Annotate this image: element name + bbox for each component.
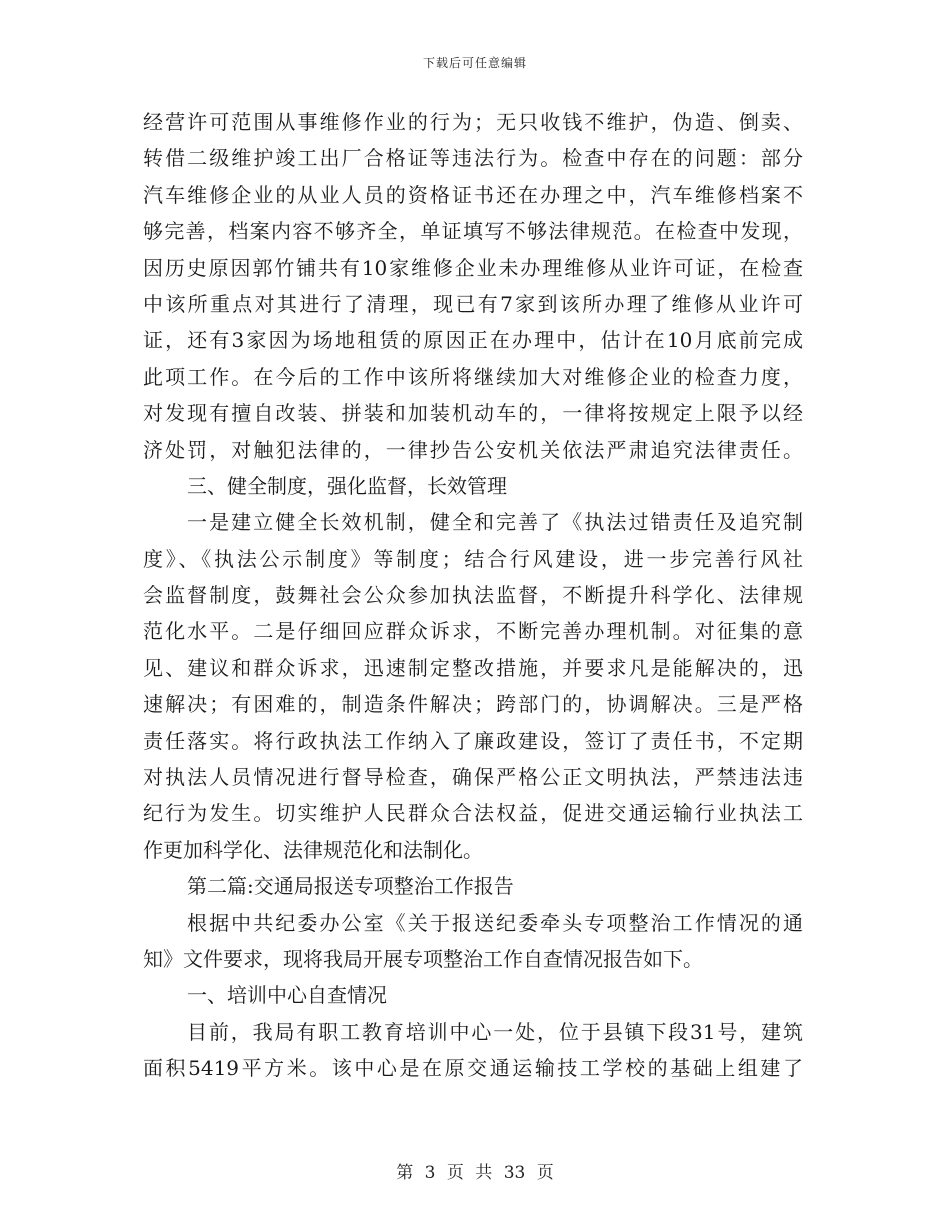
text-line: 对执法人员情况进行督导检查，确保严格公正文明执法，严禁违法违 — [143, 765, 803, 790]
text-line: 速解决；有困难的，制造条件解决；跨部门的，协调解决。三是严格 — [143, 692, 803, 717]
document-body — [143, 104, 803, 1087]
text-line: 范化水平。二是仔细回应群众诉求，不断完善办理机制。对征集的意 — [143, 619, 803, 644]
text-line: 面积5419平方米。该中心是在原交通运输技工学校的基础上组建了 — [143, 1056, 803, 1081]
paragraph — [143, 104, 803, 468]
text-line: 目前，我局有职工教育培训中心一处，位于县镇下段31号，建筑 — [187, 1019, 803, 1044]
text-line: 一是建立健全长效机制，健全和完善了《执法过错责任及追究制 — [187, 510, 803, 535]
text-line: 济处罚，对触犯法律的，一律抄告公安机关依法严肃追究法律责任。 — [143, 437, 803, 462]
text-line: 此项工作。在今后的工作中该所将继续加大对维修企业的检查力度， — [143, 364, 803, 389]
text-line: 三、健全制度，强化监督，长效管理 — [187, 473, 507, 498]
paragraph — [143, 905, 803, 978]
text-line: 对发现有擅自改装、拼装和加装机动车的，一律将按规定上限予以经 — [143, 401, 803, 426]
page-number: 第 3 页 共 33 页 — [396, 1163, 554, 1183]
text-line: 中该所重点对其进行了清理，现已有7家到该所办理了维修从业许可 — [143, 291, 803, 316]
text-line: 知》文件要求，现将我局开展专项整治工作自查情况报告如下。 — [143, 946, 703, 971]
section-heading — [143, 977, 803, 1013]
text-line: 转借二级维护竣工出厂合格证等违法行为。检查中存在的问题：部分 — [143, 146, 803, 171]
page-header: 下载后可任意编辑 — [422, 56, 527, 70]
text-line: 够完善，档案内容不够齐全，单证填写不够法律规范。在检查中发现， — [143, 219, 803, 244]
text-line: 汽车维修企业的从业人员的资格证书还在办理之中，汽车维修档案不 — [143, 182, 803, 207]
text-line: 见、建议和群众诉求，迅速制定整改措施，并要求凡是能解决的，迅 — [143, 655, 803, 680]
section-heading — [143, 468, 803, 504]
paragraph — [143, 1014, 803, 1087]
text-line: 经营许可范围从事维修作业的行为；无只收钱不维护，伪造、倒卖、 — [143, 110, 803, 134]
text-line: 证，还有3家因为场地租赁的原因正在办理中，估计在10月底前完成 — [143, 328, 803, 353]
text-line: 会监督制度，鼓舞社会公众参加执法监督，不断提升科学化、法律规 — [143, 583, 803, 608]
text-line: 根据中共纪委办公室《关于报送纪委牵头专项整治工作情况的通 — [187, 910, 803, 935]
chapter-title — [143, 868, 803, 904]
paragraph — [143, 504, 803, 868]
text-line: 因历史原因郭竹铺共有10家维修企业未办理维修从业许可证，在检查 — [143, 255, 803, 280]
text-line: 纪行为发生。切实维护人民群众合法权益，促进交通运输行业执法工 — [143, 801, 803, 826]
text-line: 责任落实。将行政执法工作纳入了廉政建设，签订了责任书，不定期 — [143, 728, 803, 753]
text-line: 一、培训中心自查情况 — [187, 983, 387, 1008]
text-line: 作更加科学化、法律规范化和法制化。 — [143, 837, 483, 862]
text-line: 度》、《执法公示制度》等制度；结合行风建设，进一步完善行风社 — [143, 546, 803, 571]
text-line: 第二篇:交通局报送专项整治工作报告 — [187, 874, 514, 899]
